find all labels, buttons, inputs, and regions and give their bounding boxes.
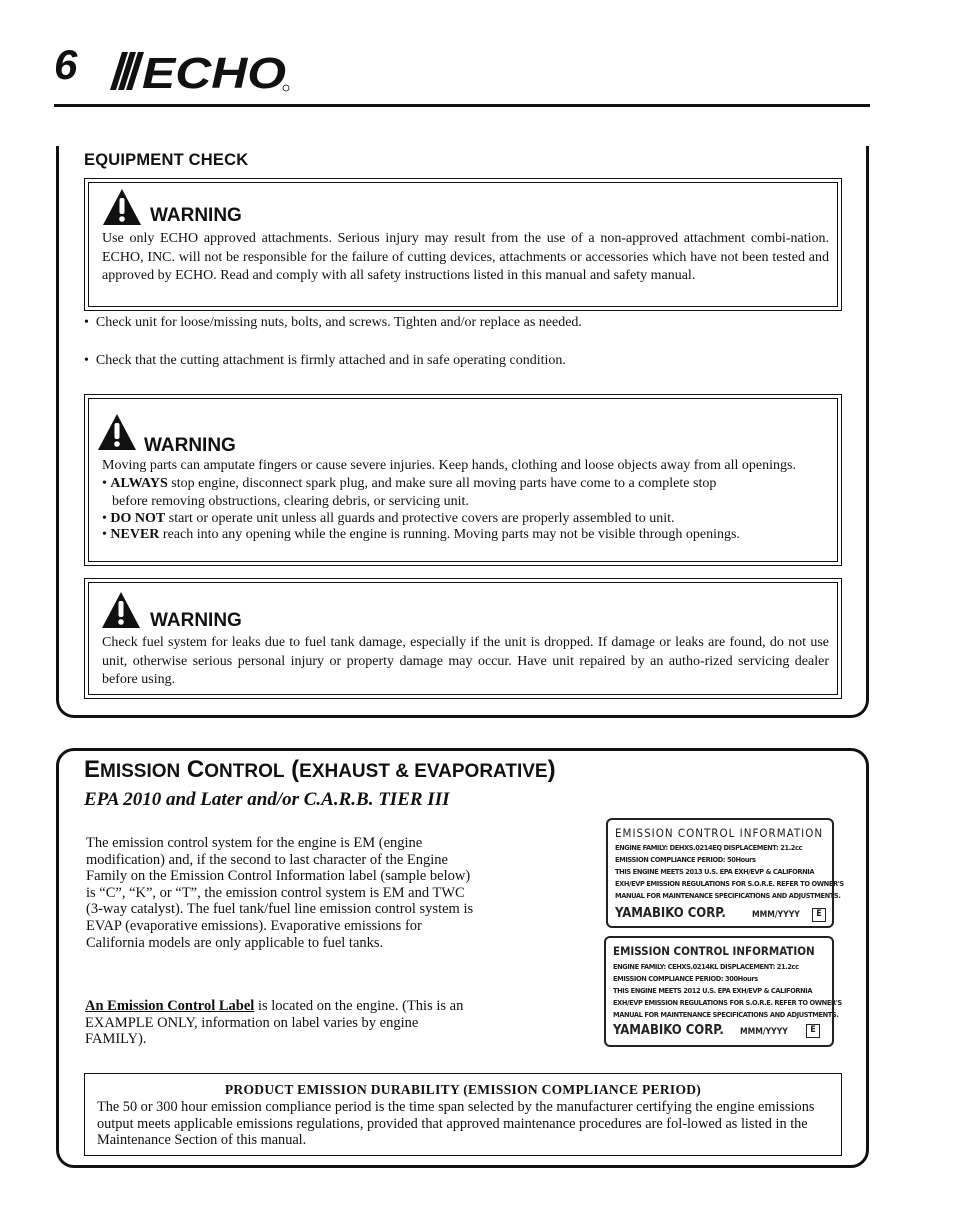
- label-title: EMISSION CONTROL INFORMATION: [615, 826, 824, 840]
- echo-logo: [108, 50, 292, 92]
- emission-label-paragraph: An Emission Control Label is located on the engine. (This is an EXAMPLE ONLY, information on label varies by engine FAMILY).: [85, 998, 464, 1048]
- warning-triangle-icon: [97, 413, 137, 451]
- bullet-text: Check unit for loose/missing nuts, bolts, and screws. Tighten and/or replace as needed.: [95, 315, 582, 330]
- bullet-text: Check that the cutting attachment is firmly attached and in safe operating condition.: [95, 353, 566, 368]
- warning-heading: WARNING: [150, 205, 242, 226]
- label-line: ENGINE FAMILY: DEHXS.0214EQ DISPLACEMENT: 21.2cc: [615, 843, 803, 852]
- label-date: MMM/YYYY: [740, 1027, 788, 1037]
- warning-item-do-not: • DO NOT start or operate unit unless all guards and protective covers are properly assembled to unit.: [102, 511, 675, 527]
- emission-label-sample-1: [606, 818, 844, 928]
- label-corp: YAMABIKO CORP.: [613, 1023, 724, 1038]
- warning-item-never: • NEVER reach into any opening while the engine is running. Moving parts may not be visible through openings.: [102, 526, 740, 542]
- emission-durability-box: [84, 1073, 842, 1156]
- warning-triangle-icon: [101, 591, 141, 629]
- warning-triangle-icon: [102, 188, 142, 226]
- warning-box-fuel-system: [84, 578, 842, 699]
- label-line: EXH/EVP EMISSION REGULATIONS FOR S.O.R.E. REFER TO OWNER'S: [613, 998, 842, 1007]
- page-number: 6: [54, 41, 78, 88]
- header-rule: [54, 104, 870, 107]
- label-line: THIS ENGINE MEETS 2013 U.S. EPA EXH/EVP & CALIFORNIA: [615, 867, 815, 876]
- label-line: MANUAL FOR MAINTENANCE SPECIFICATIONS AND ADJUSTMENTS.: [615, 891, 841, 900]
- label-mark: E: [812, 908, 826, 922]
- label-line: EMISSION COMPLIANCE PERIOD: 300Hours: [613, 974, 758, 983]
- warning-box-attachments: [84, 178, 842, 311]
- warning-heading: WARNING: [144, 435, 236, 456]
- emission-subtitle: EPA 2010 and Later and/or C.A.R.B. TIER III: [84, 789, 450, 810]
- bullet-item-cutting-attachment: • Check that the cutting attachment is firmly attached and in safe operating condition.: [84, 353, 566, 368]
- warning-box-moving-parts: [84, 394, 842, 566]
- bullet-item-check-unit: • Check unit for loose/missing nuts, bolts, and screws. Tighten and/or replace as needed.: [84, 315, 582, 330]
- label-title: EMISSION CONTROL INFORMATION: [613, 944, 815, 958]
- label-line: EMISSION COMPLIANCE PERIOD: 50Hours: [615, 855, 756, 864]
- durability-title: PRODUCT EMISSION DURABILITY (EMISSION COMPLIANCE PERIOD): [224, 1082, 702, 1097]
- label-line: ENGINE FAMILY: CEHXS.0214KL DISPLACEMENT: 21.2cc: [613, 962, 799, 971]
- emission-label-link: An Emission Control Label: [85, 998, 255, 1014]
- emission-title: EMISSION CONTROL (EXHAUST & EVAPORATIVE): [84, 756, 556, 783]
- warning-heading: WARNING: [150, 610, 242, 631]
- emission-label-sample-2: [604, 936, 842, 1047]
- emission-body-text: The emission control system for the engine is EM (engine modification) and, if the second to last character of the Engine Family on the Emission Control Information label (sample below) is “C”, “K”, or “T”, the emission control system is EM and TWC (3-way catalyst). The fuel tank/fuel line emission control system is EVAP (evaporative emissions). Evaporative emissions for California models are only applicable to fuel tanks.: [86, 835, 474, 951]
- logo-text: ECHO: [142, 50, 286, 92]
- warning-intro: Moving parts can amputate fingers or cause severe injuries. Keep hands, clothing and loose objects away from all openings.: [102, 458, 796, 473]
- warning-text: [102, 457, 829, 543]
- label-line: MANUAL FOR MAINTENANCE SPECIFICATIONS AND ADJUSTMENTS.: [613, 1010, 839, 1019]
- label-corp: YAMABIKO CORP.: [615, 906, 726, 921]
- equipment-check-title: EQUIPMENT CHECK: [84, 151, 249, 169]
- warning-text: Check fuel system for leaks due to fuel tank damage, especially if the unit is dropped. If damage or leaks are found, do not use unit, otherwise serious personal injury or property damage may occur. Have unit repaired by an autho-rized servicing dealer before using.: [102, 635, 829, 687]
- warning-text: Use only ECHO approved attachments. Serious injury may result from the use of a non-approved attachment combi-nation. ECHO, INC. will not be responsible for the failure of cutting devices, attachments or accessories which have not been tested and approved by ECHO. Read and comply with all safety instructions listed in this manual and safety manual.: [102, 231, 829, 283]
- label-line: EXH/EVP EMISSION REGULATIONS FOR S.O.R.E. REFER TO OWNER'S: [615, 879, 844, 888]
- warning-item-always: • ALWAYS stop engine, disconnect spark plug, and make sure all moving parts have come to a complete stop before removing obstructions, clearing debris, or servicing unit.: [102, 475, 717, 509]
- durability-text: The 50 or 300 hour emission compliance period is the time span selected by the manufacturer certifying the engine emissions output meets applicable emissions regulations, provided that approved maintenance procedures are fol-lowed as listed in the Maintenance Section of this manual.: [97, 1099, 815, 1149]
- label-line: THIS ENGINE MEETS 2012 U.S. EPA EXH/EVP & CALIFORNIA: [613, 986, 813, 995]
- label-mark: E: [806, 1024, 820, 1038]
- label-date: MMM/YYYY: [752, 910, 800, 920]
